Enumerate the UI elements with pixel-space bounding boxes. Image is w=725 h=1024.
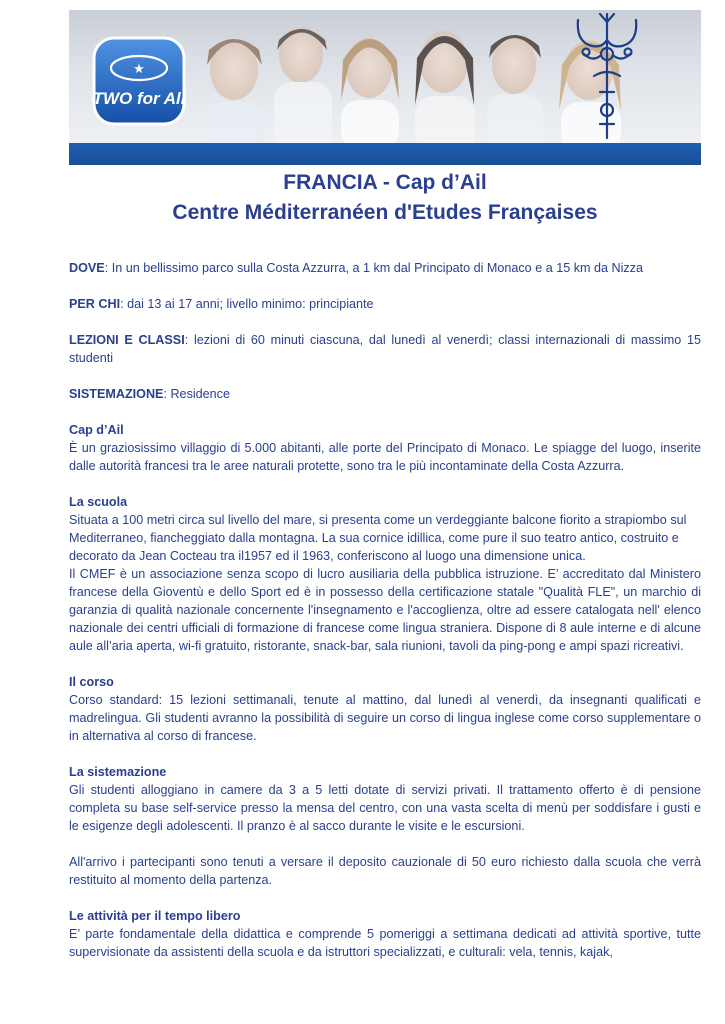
svg-text:TWO for All: TWO for All — [92, 89, 186, 108]
info-per-chi — [69, 295, 701, 313]
section-heading: Le attività per il tempo libero — [69, 909, 241, 923]
section-heading: Cap d’Ail — [69, 423, 124, 437]
sistemazione-label: SISTEMAZIONE — [69, 387, 164, 401]
svg-text:★: ★ — [133, 62, 145, 77]
section-corso — [69, 673, 701, 745]
section-text: Il CMEF è un associazione senza scopo di lucro ausiliaria della pubblica istruzione. E’ accreditato dal Ministero francese della Gioventù e dello Sport ed è in possesso della certificazione statale "Qualità FLE", un marchio di garanzia di qualità nazionale concernente l'insegnamento e l'accoglienza, oltre ad essere catalogata nell' elenco nazionale dei centri ufficiali di formazione di francese come lingua straniera. Dispone di 8 aule interne e di alcune aule all’aria aperta, wi-fi gratuito, ristorante, snack-bar, sala riunioni, tavoli da ping-pong e ampi spazi ricreativi. — [69, 567, 701, 653]
dove-label: DOVE — [69, 261, 105, 275]
two-for-all-logo — [80, 36, 198, 126]
section-attivita — [69, 907, 701, 961]
section-text: Situata a 100 metri circa sul livello del mare, si presenta come un verdeggiante balcone fiorito a strapiombo sul Mediterraneo, fiancheggiato dalla montagna. La sua cornice idillica, come pure il suo teatro antico, costruito e decorato da Jean Cocteau tra il1957 ed il 1963, conferiscono al luogo una dimensione unica. — [69, 513, 687, 563]
lezioni-label: LEZIONI E CLASSI — [69, 333, 185, 347]
logo-wordmark — [93, 89, 187, 108]
section-text: Corso standard: 15 lezioni settimanali, tenute al mattino, dal lunedì al venerdì, da insegnanti qualificati e madrelingua. Gli studenti avranno la possibilità di seguire un corso di lingua inglese come corso supplementare o in alternativa al corso di francese. — [69, 693, 701, 743]
deposit-paragraph: All'arrivo i partecipanti sono tenuti a versare il deposito cauzionale di 50 euro richiesto dalla scuola che verrà restituito al momento della partenza. — [69, 855, 701, 887]
section-cap-dail — [69, 421, 701, 475]
dove-text: : In un bellissimo parco sulla Costa Azzurra, a 1 km dal Principato di Monaco e a 15 km da Nizza — [104, 261, 643, 275]
info-lezioni — [69, 331, 701, 367]
section-heading: La scuola — [69, 495, 128, 509]
section-scuola — [69, 493, 701, 655]
section-heading: Il corso — [69, 675, 114, 689]
section-heading: La sistemazione — [69, 765, 167, 779]
per-chi-label: PER CHI — [69, 297, 121, 311]
header-blue-strip — [69, 143, 701, 165]
section-text: E’ parte fondamentale della didattica e comprende 5 pomeriggi a settimana dedicati ad attività sportive, tutte supervisionate da assistenti della scuola e da istruttori specializzati, e culturali: vela, tennis, kajak, — [69, 927, 701, 959]
info-sistemazione — [69, 385, 701, 403]
section-sistemazione — [69, 763, 701, 835]
info-dove — [69, 259, 701, 277]
per-chi-text: : dai 13 ai 17 anni; livello minimo: principiante — [120, 297, 374, 311]
page-subtitle: Centre Méditerranéen d'Etudes Françaises — [172, 201, 598, 224]
sistemazione-text: : Residence — [163, 387, 230, 401]
caduceus-emblem-icon — [572, 12, 642, 140]
page-title: FRANCIA - Cap d’Ail — [283, 171, 487, 194]
section-text: Gli studenti alloggiano in camere da 3 a 5 letti dotate di servizi privati. Il trattamento offerto è di pensione completa su base self-service presso la mensa del centro, con una vasta scelta di menù per soddisfare i gusti e le esigenze degli adolescenti. Il pranzo è al sacco durante le visite e le escursioni. — [69, 783, 701, 833]
lezioni-text: : lezioni di 60 minuti ciascuna, dal lunedì al venerdì; classi internazionali di massimo 15 studenti — [69, 333, 701, 365]
document-body — [69, 259, 701, 979]
section-text: È un graziosissimo villaggio di 5.000 abitanti, alle porte del Principato di Monaco. Le spiagge del luogo, inserite dalle autorità francesi tra le aree naturali protette, sono tra le più incontaminate della Costa Azzurra. — [69, 441, 701, 473]
